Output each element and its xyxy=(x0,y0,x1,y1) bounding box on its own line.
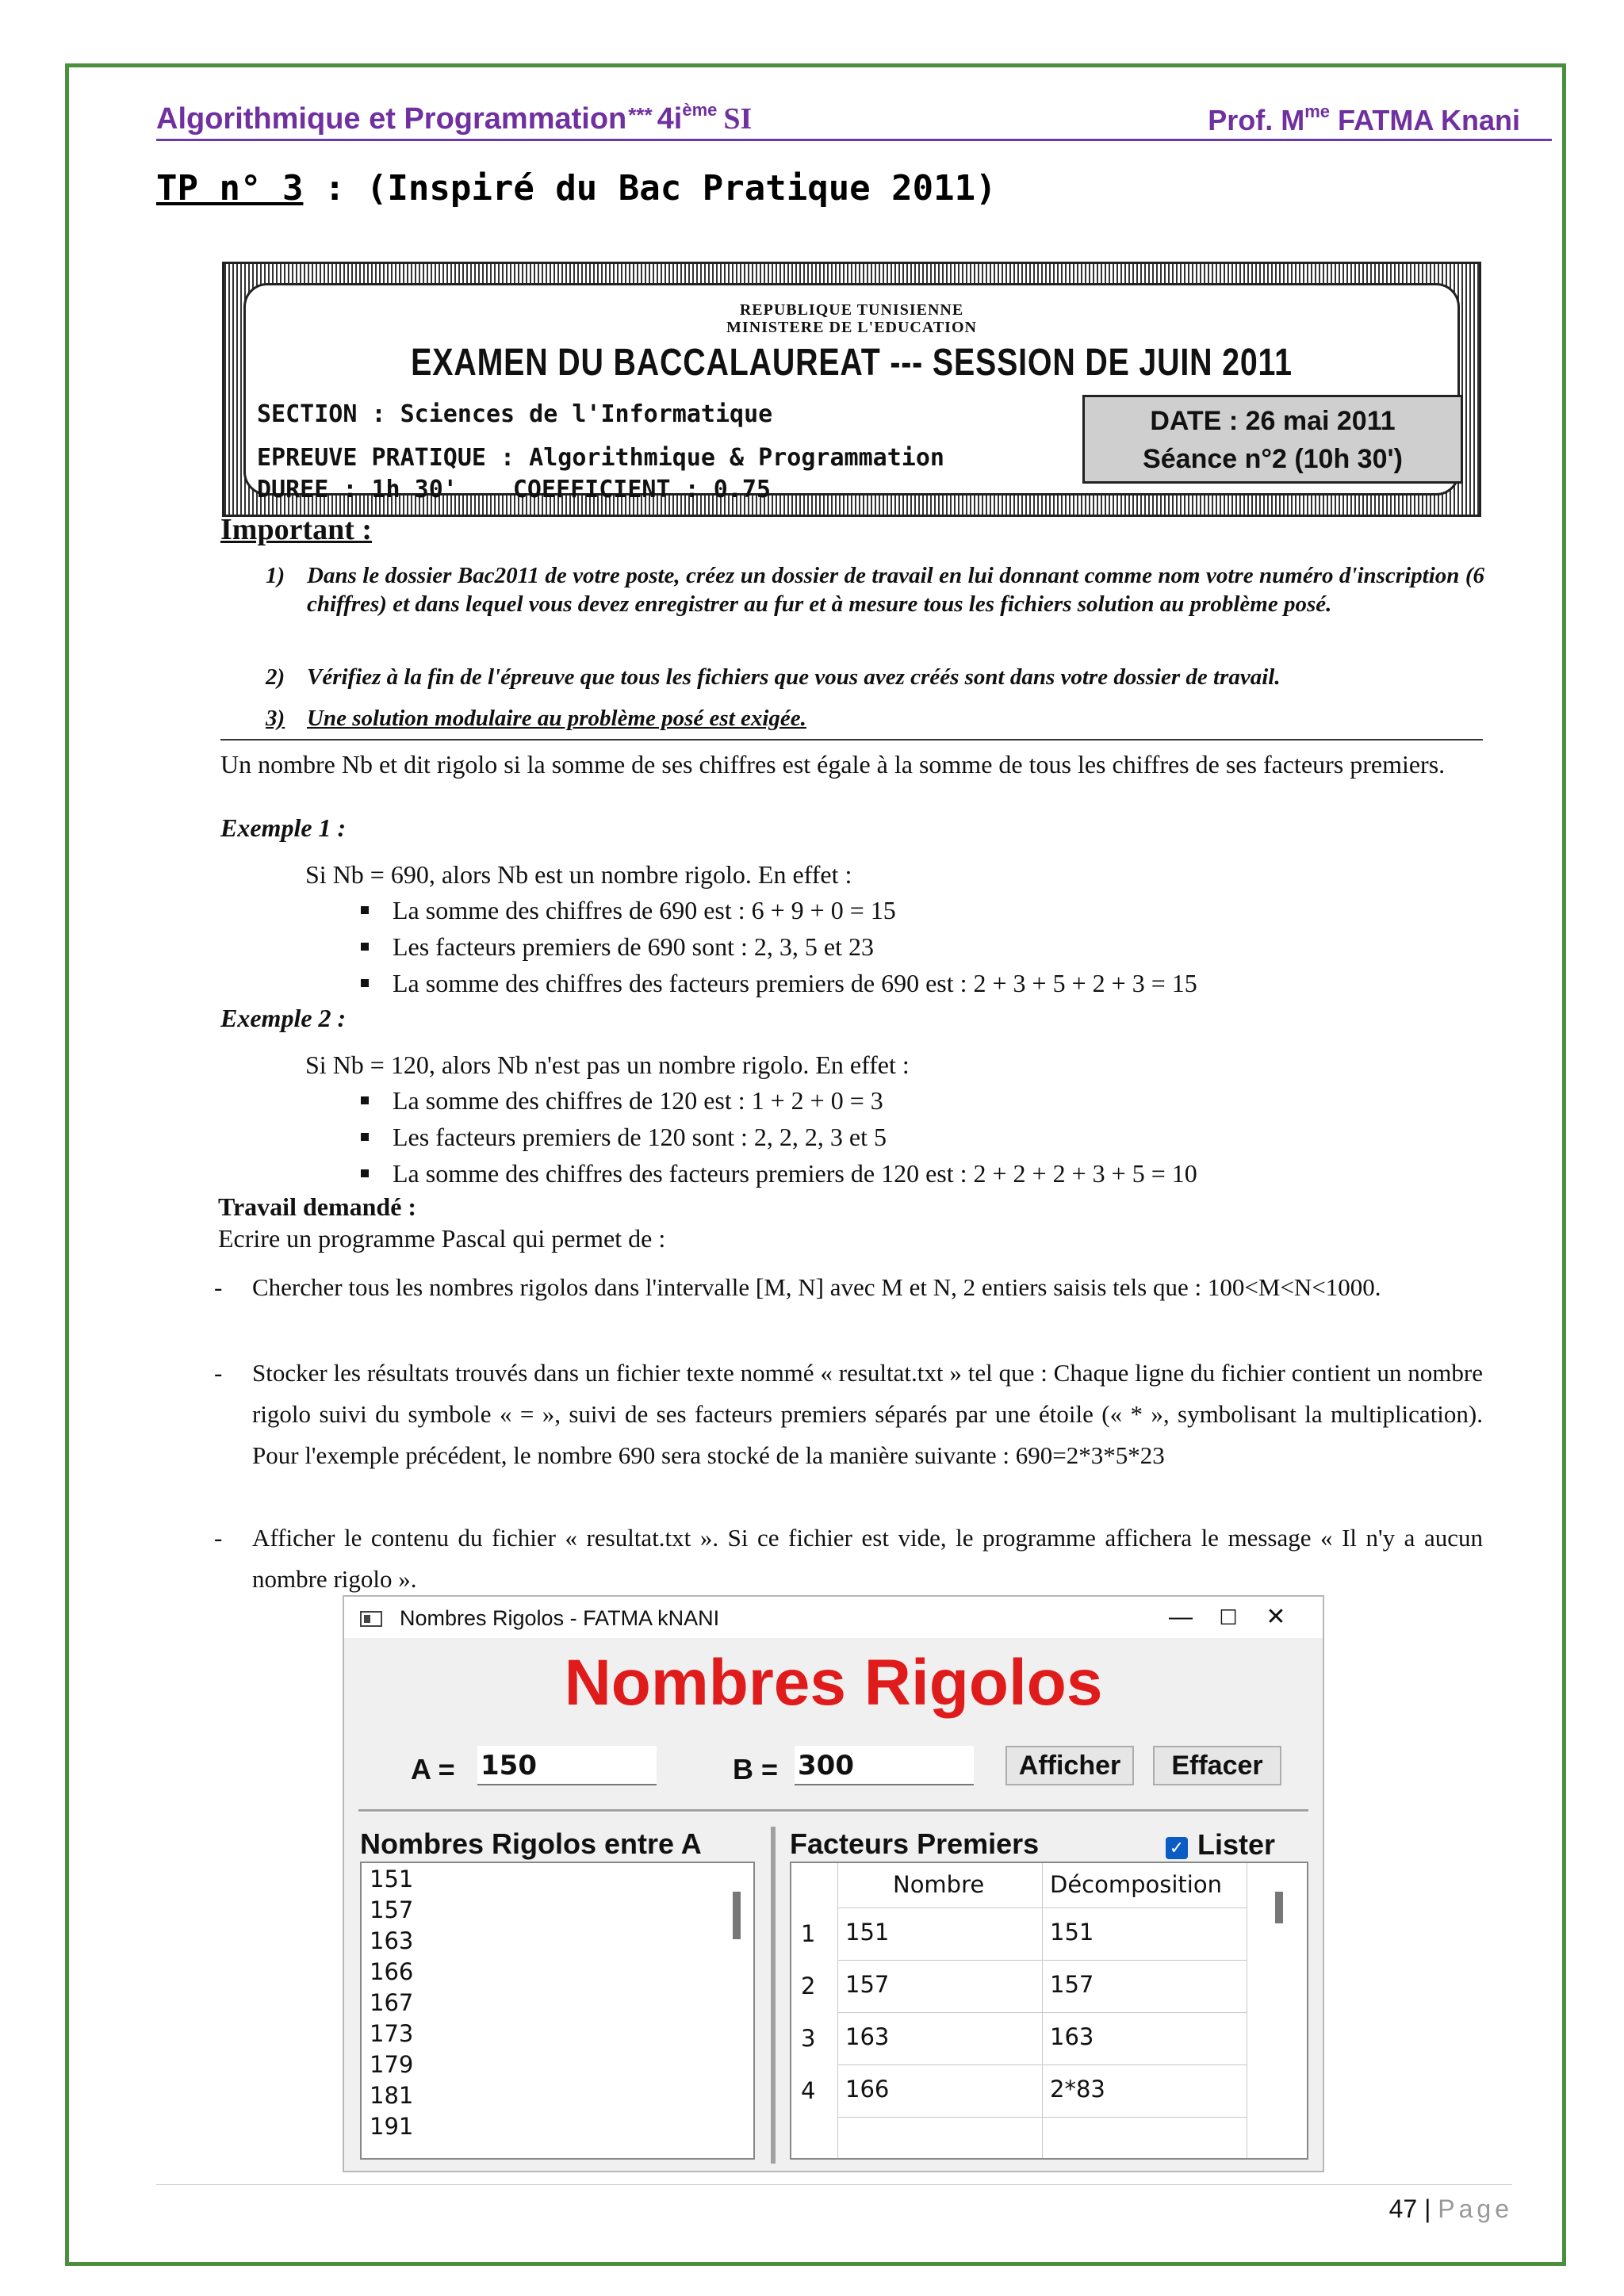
grid-cell-nombre[interactable]: 166 xyxy=(845,2076,890,2103)
exam-section: SECTION : Sciences de l'Informatique xyxy=(257,400,773,428)
exam-republic xyxy=(246,301,1457,336)
footer-divider xyxy=(156,2184,1512,2185)
example-2-bullet xyxy=(361,1121,887,1153)
window-titlebar[interactable] xyxy=(344,1597,1323,1638)
tp-title-rest: : (Inspiré du Bac Pratique 2011) xyxy=(303,168,997,209)
important-item-text: Dans le dossier Bac2011 de votre poste, créez un dossier de travail en lui donnant comme nom votre numéro d'inscription (6 chiffres) et dans lequel vous devez enregistrer au fur et à mesure tous les fichiers solution au problème posé. xyxy=(307,563,1484,617)
left-panel-title: Nombres Rigolos entre A xyxy=(360,1827,702,1860)
afficher-button[interactable]: Afficher xyxy=(1005,1746,1134,1785)
header-prof xyxy=(1208,101,1520,137)
grid-row-index: 1 xyxy=(801,1920,816,1947)
header-subject-line xyxy=(156,100,752,136)
grid-row-index: 2 xyxy=(801,1973,816,1999)
travail-item-text: Stocker les résultats trouvés dans un fichier texte nommé « resultat.txt » tel que : Chaque ligne du fichier contient un nombre rigolo suivi du symbole « = », suivi de ses facteurs premiers séparés par une étoile (« * », symbolisant la multiplication). Pour l'exemple précédent, le nombre 690 sera stocké de la manière suivante : 690=2*3*5*23 xyxy=(252,1359,1483,1469)
list-item[interactable]: 179 xyxy=(370,2051,414,2078)
exam-title: EXAMEN DU BACCALAUREAT --- SESSION DE JUIN 2011 xyxy=(411,342,1293,384)
window-title: Nombres Rigolos - FATMA kNANI xyxy=(400,1606,720,1630)
travail-item-1 xyxy=(214,1267,1483,1349)
example-2-bullet xyxy=(361,1158,1197,1189)
tp-title xyxy=(156,168,997,209)
list-item[interactable]: 163 xyxy=(370,1927,414,1954)
grid-row-index: 4 xyxy=(801,2077,816,2104)
exam-header-inner xyxy=(243,283,1460,503)
example-1-intro: Si Nb = 690, alors Nb est un nombre rigolo. En effet : xyxy=(305,860,852,889)
dash-marker: - xyxy=(214,1273,223,1301)
effacer-button[interactable]: Effacer xyxy=(1153,1746,1281,1785)
horizontal-separator xyxy=(358,1809,1308,1812)
maximize-button[interactable]: ☐ xyxy=(1219,1605,1238,1629)
grid-cell-nombre[interactable]: 157 xyxy=(845,1971,890,1998)
grid-scrollbar-thumb[interactable] xyxy=(1275,1892,1283,1923)
label-b: B = xyxy=(733,1753,779,1785)
dash-marker: - xyxy=(214,1524,223,1552)
grid-divider xyxy=(837,1960,1247,1961)
grid-cell-nombre[interactable]: 163 xyxy=(845,2023,890,2050)
list-item[interactable]: 167 xyxy=(370,1989,414,2016)
travail-item-2 xyxy=(214,1353,1483,1517)
header-prof-name: FATMA Knani xyxy=(1338,104,1520,136)
app-window xyxy=(343,1595,1324,2172)
listbox-scrollbar-thumb[interactable] xyxy=(733,1892,741,1939)
list-item[interactable]: 173 xyxy=(370,2020,414,2047)
header-stars: *** xyxy=(628,103,653,127)
grid-cell-decomposition[interactable]: 163 xyxy=(1050,2023,1094,2050)
app-window-icon xyxy=(360,1611,382,1627)
important-item-num: 2) xyxy=(266,664,285,690)
header-prof-sup: me xyxy=(1304,101,1330,121)
example-1-bullet xyxy=(361,931,874,962)
label-a: A = xyxy=(411,1753,455,1785)
page-word: Page xyxy=(1438,2195,1513,2223)
example-1-bullet xyxy=(361,894,896,926)
grid-row-index: 3 xyxy=(801,2025,816,2052)
minimize-button[interactable]: — xyxy=(1169,1604,1193,1630)
footer-separator: | xyxy=(1424,2195,1431,2223)
example-2-intro: Si Nb = 120, alors Nb n'est pas un nombre rigolo. En effet : xyxy=(305,1050,910,1079)
exam-ministry-line: MINISTERE DE L'EDUCATION xyxy=(726,319,977,336)
travail-item-text: Afficher le contenu du fichier « resultat.txt ». Si ce fichier est vide, le programme affichera le message « Il n'y a aucun nombre rigolo ». xyxy=(252,1524,1483,1593)
input-a[interactable]: 150 xyxy=(477,1746,657,1785)
important-title: Important : xyxy=(220,513,373,546)
lister-checkbox[interactable]: ✓ xyxy=(1166,1837,1188,1859)
grid-divider xyxy=(837,2012,1247,2013)
grid-header-nombre[interactable]: Nombre xyxy=(893,1871,985,1898)
right-panel-title: Facteurs Premiers xyxy=(790,1827,1040,1860)
example-1-title: Exemple 1 : xyxy=(220,813,347,842)
header-level-sup: ème xyxy=(682,100,718,120)
grid-cell-nombre[interactable]: 151 xyxy=(845,1919,890,1946)
facteurs-grid[interactable] xyxy=(790,1862,1308,2160)
travail-intro: Ecrire un programme Pascal qui permet de : xyxy=(218,1224,666,1253)
exam-epreuve: EPREUVE PRATIQUE : Algorithmique & Programmation xyxy=(257,444,944,472)
example-2-bullet xyxy=(361,1085,883,1116)
app-heading: Nombres Rigolos xyxy=(564,1647,1103,1719)
page-footer xyxy=(1389,2195,1513,2224)
exam-date-box xyxy=(1082,395,1463,484)
page-number: 47 xyxy=(1388,2195,1418,2223)
bullet-text: La somme des chiffres de 120 est : 1 + 2 + 0 = 3 xyxy=(393,1086,883,1115)
bullet-text: Les facteurs premiers de 690 sont : 2, 3, 5 et 23 xyxy=(393,932,874,961)
travail-title: Travail demandé : xyxy=(218,1192,417,1221)
bullet-text: Les facteurs premiers de 120 sont : 2, 2, 2, 3 et 5 xyxy=(393,1123,887,1151)
dash-marker: - xyxy=(214,1359,223,1387)
definition-text: Un nombre Nb et dit rigolo si la somme de ses chiffres est égale à la somme de tous les chiffres de ses facteurs premiers. xyxy=(220,750,1446,779)
exam-date: DATE : 26 mai 2011 xyxy=(1150,406,1396,436)
tp-title-underlined: TP n° 3 xyxy=(156,168,304,209)
lister-checkbox-label: Lister xyxy=(1197,1828,1276,1861)
important-item-num: 3) xyxy=(266,706,285,731)
bullet-text: La somme des chiffres des facteurs premiers de 690 est : 2 + 3 + 5 + 2 + 3 = 15 xyxy=(393,969,1197,997)
list-item[interactable]: 166 xyxy=(370,1958,414,1985)
exam-seance: Séance n°2 (10h 30') xyxy=(1143,444,1403,474)
important-item-text: Une solution modulaire au problème posé est exigée. xyxy=(307,706,806,731)
list-item[interactable]: 151 xyxy=(370,1866,414,1892)
exam-duration: DUREE : 1h 30' xyxy=(257,476,458,503)
travail-item-3 xyxy=(214,1517,1483,1600)
section-divider xyxy=(220,739,1483,740)
grid-cell-decomposition[interactable]: 157 xyxy=(1050,1971,1094,1998)
important-item-text: Vérifiez à la fin de l'épreuve que tous les fichiers que vous avez créés sont dans votre dossier de travail. xyxy=(307,664,1281,690)
panel-splitter[interactable] xyxy=(771,1827,776,2164)
exam-header-box xyxy=(222,262,1481,517)
list-item[interactable]: 191 xyxy=(370,2113,414,2140)
rigolos-listbox[interactable] xyxy=(360,1862,755,2160)
example-1-bullet xyxy=(361,967,1197,999)
exam-republic-line: REPUBLIQUE TUNISIENNE xyxy=(739,301,964,319)
example-2-title: Exemple 2 : xyxy=(220,1004,347,1032)
bullet-text: La somme des chiffres des facteurs premiers de 120 est : 2 + 2 + 2 + 3 + 5 = 10 xyxy=(393,1159,1197,1188)
header-level xyxy=(657,102,718,136)
header-level-main: 4i xyxy=(657,102,683,136)
important-item-num: 1) xyxy=(266,563,285,588)
travail-item-text: Chercher tous les nombres rigolos dans l'intervalle [M, N] avec M et N, 2 entiers saisis tels que : 100<M<N<1000. xyxy=(252,1273,1381,1301)
exam-duration-line xyxy=(257,476,771,503)
exam-coefficient: COEFFICIENT : 0.75 xyxy=(512,476,771,503)
input-b[interactable]: 300 xyxy=(795,1746,974,1785)
list-item[interactable]: 181 xyxy=(370,2082,414,2109)
header-section: SI xyxy=(723,102,753,136)
page-header xyxy=(156,97,1552,141)
grid-header-decomposition[interactable]: Décomposition xyxy=(1050,1871,1222,1898)
list-item[interactable]: 157 xyxy=(370,1896,414,1923)
grid-divider xyxy=(837,2117,1247,2118)
grid-cell-decomposition[interactable]: 151 xyxy=(1050,1919,1094,1946)
header-subject: Algorithmique et Programmation xyxy=(156,102,627,136)
close-button[interactable]: ✕ xyxy=(1266,1604,1286,1630)
header-prof-prefix: Prof. M xyxy=(1208,104,1305,136)
bullet-text: La somme des chiffres de 690 est : 6 + 9 + 0 = 15 xyxy=(393,896,896,924)
grid-divider xyxy=(837,2064,1247,2065)
grid-cell-decomposition[interactable]: 2*83 xyxy=(1050,2076,1105,2103)
